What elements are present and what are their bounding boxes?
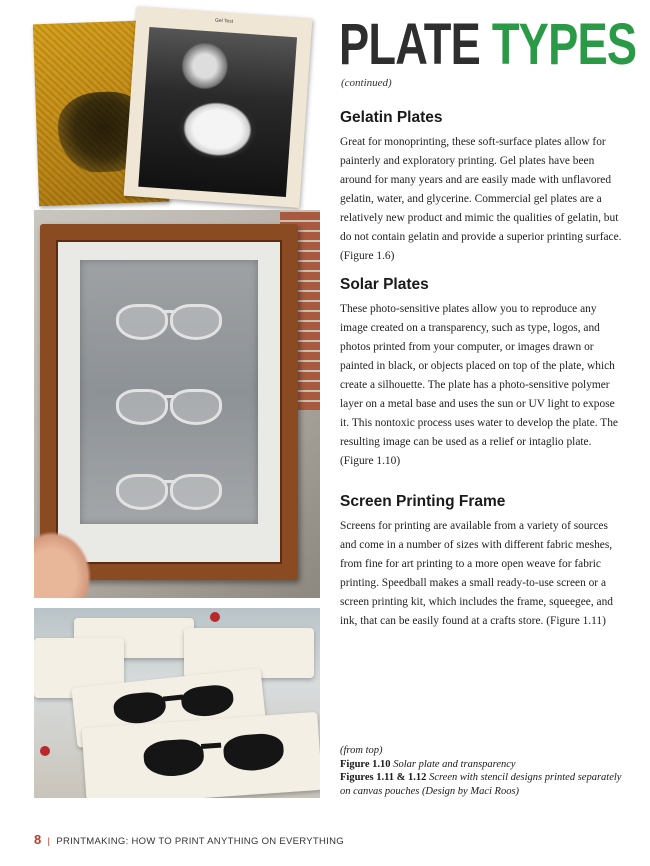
screen-mesh xyxy=(80,260,258,524)
page-footer xyxy=(34,832,344,847)
sunglasses-stencil xyxy=(114,300,224,340)
sunglasses-stencil xyxy=(114,385,224,425)
book-title: PRINTMAKING: HOW TO PRINT ANYTHING ON EVERYTHING xyxy=(56,836,344,847)
continued-label: (continued) xyxy=(341,77,392,89)
sunglasses-print xyxy=(143,732,285,776)
screen-frame-photo xyxy=(34,210,320,598)
gelatin-body: Great for monoprinting, these soft-surface plates allow for painterly and exploratory printing. Gel plates have been around for many years and are easily made with unflavored gelatin, water, and glycerine. Commercial gel plates are a relatively new product and mimic the qualities of gelatin, but do not contain gelatin and provide a superior printing surface. (Figure 1.6) xyxy=(340,136,622,262)
sunglasses-stencil xyxy=(114,470,224,510)
plant-shape xyxy=(173,39,236,93)
page-title xyxy=(339,14,636,76)
solar-plates-section xyxy=(340,276,622,471)
solar-heading: Solar Plates xyxy=(340,276,429,293)
caption-fig1112-text: Screen with stencil designs printed separately on canvas pouches (Design by Maci Roos) xyxy=(340,772,622,797)
caption-fig110-text: Solar plate and transparency xyxy=(393,758,516,770)
title-word-plate: PLATE xyxy=(339,12,481,77)
gelatin-heading: Gelatin Plates xyxy=(340,109,443,126)
frame-body: Screens for printing are available from a variety of sources and come in a number of sizes with different fabric meshes, from fine for art printing to a more open weave for fabric printing. Speedball makes a small ready-to-use screen or a screen printing kit, which includes the frame, squeegee, and ink, that can be easily found at a crafts store. (Figure 1.11) xyxy=(340,520,613,627)
gelatin-plates-section xyxy=(340,109,622,266)
solar-body: These photo-sensitive plates allow you to reproduce any image created on a transparency, such as type, logos, and photos printed from your computer, or images drawn or painted in black, or objects placed on top of the plate, which create a silhouette. The plate has a photo-sensitive polymer layer on a metal base and uses the sun or UV light to expose it. This nontoxic process uses water to develop the plate. The resulting image can be used as a relief or intaglio plate. (Figure 1.10) xyxy=(340,303,618,467)
footer-separator: | xyxy=(47,836,51,847)
pouch xyxy=(82,712,320,798)
title-word-types: TYPES xyxy=(491,12,637,77)
figure-captions xyxy=(340,744,625,798)
screen-frame-section xyxy=(340,493,622,631)
canvas-pouches-photo xyxy=(34,608,320,798)
frame-heading: Screen Printing Frame xyxy=(340,493,506,510)
wooden-frame xyxy=(40,224,298,580)
print-tiny-caption: Gel Test xyxy=(214,17,234,25)
page-number: 8 xyxy=(34,832,42,847)
black-white-cat-print-photo xyxy=(124,6,313,208)
caption-from-top: (from top) xyxy=(340,745,383,756)
cat-shape xyxy=(171,91,265,161)
caption-fig110-label: Figure 1.10 xyxy=(340,758,391,770)
caption-fig1112-label: Figures 1.11 & 1.12 xyxy=(340,772,427,783)
hand xyxy=(34,528,94,598)
